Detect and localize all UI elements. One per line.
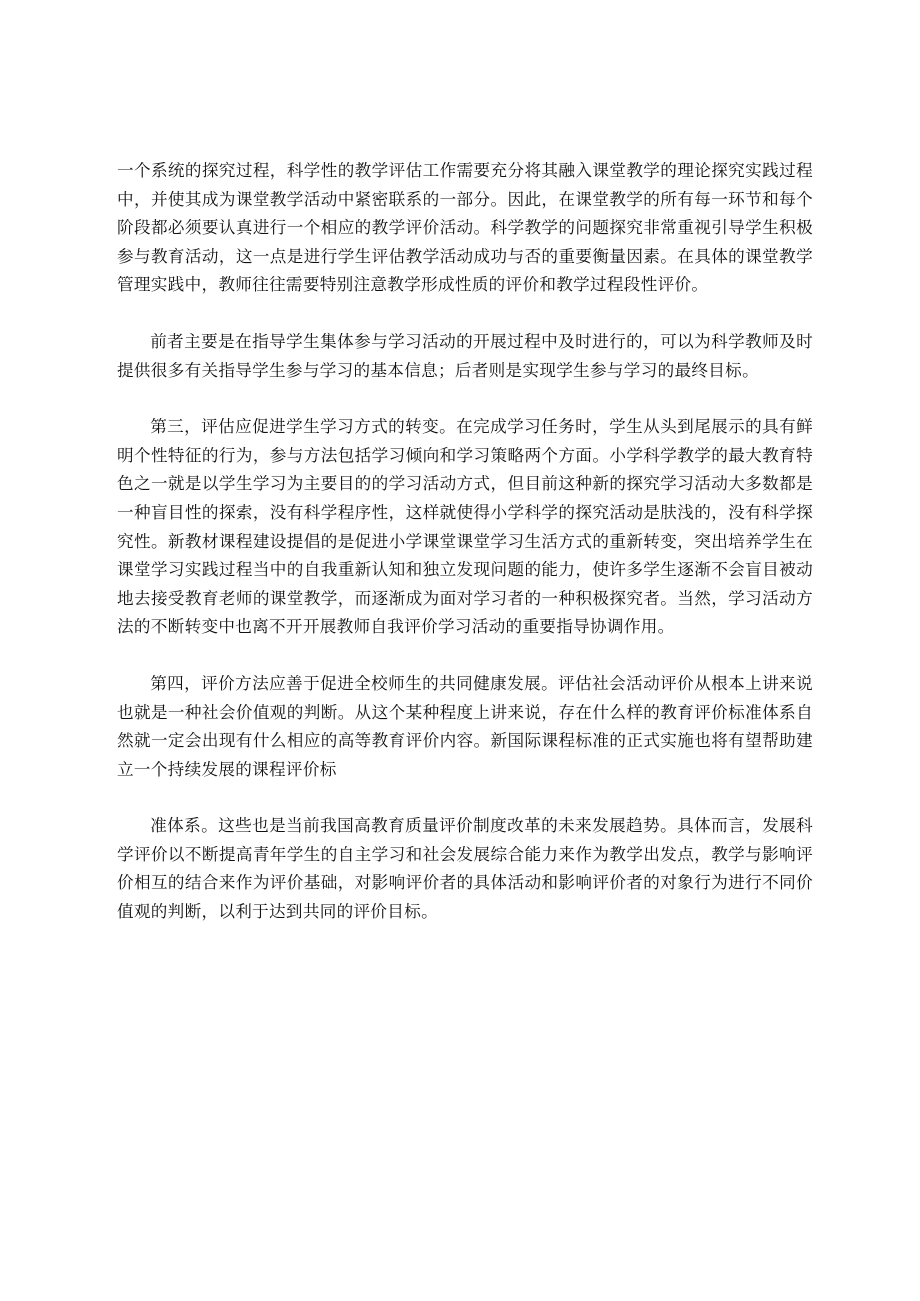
paragraph-3: 第三，评估应促进学生学习方式的转变。在完成学习任务时，学生从头到尾展示的具有鲜明个性特征的行为，参与方法包括学习倾向和学习策略两个方面。小学科学教学的最大教育特色之一就是以学生学习为主要目的的学习活动方式，但目前这种新的探究学习活动大多数都是一种盲目性的探索，没有科学程序性，这样就使得小学科学的探究活动是肤浅的，没有科学探究性。新教材课程建设提倡的是促进小学课堂课堂学习生活方式的重新转变，突出培养学生在课堂学习实践过程当中的自我重新认知和独立发现问题的能力，使许多学生逐渐不会盲目被动地去接受教育老师的课堂教学，而逐渐成为面对学习者的一种积极探究者。当然，学习活动方法的不断转变中也离不开开展教师自我评价学习活动的重要指导协调作用。	[117, 417, 813, 637]
paragraph-4: 第四，评价方法应善于促进全校师生的共同健康发展。评估社会活动评价从根本上讲来说也就是一种社会价值观的判断。从这个某种程度上讲来说，存在什么样的教育评价标准体系自然就一定会出现有什么相应的高等教育评价内容。新国际课程标准的正式实施也将有望帮助建立一个持续发展的课程评价标	[117, 673, 813, 779]
paragraph-2: 前者主要是在指导学生集体参与学习活动的开展过程中及时进行的，可以为科学教师及时提供很多有关指导学生参与学习的基本信息；后者则是实现学生参与学习的最终目标。	[117, 331, 813, 380]
paragraph-5: 准体系。这些也是当前我国高教育质量评价制度改革的未来发展趋势。具体而言，发展科学评价以不断提高青年学生的自主学习和社会发展综合能力来作为教学出发点，教学与影响评价相互的结合来作为评价基础，对影响评价者的具体活动和影响评价者的对象行为进行不同价值观的判断，以利于达到共同的评价目标。	[117, 816, 813, 922]
document-body	[117, 157, 813, 955]
paragraph-1: 一个系统的探究过程，科学性的教学评估工作需要充分将其融入课堂教学的理论探究实践过程中，并使其成为课堂教学活动中紧密联系的一部分。因此，在课堂教学的所有每一环节和每个阶段都必须要认真进行一个相应的教学评价活动。科学教学的问题探究非常重视引导学生积极参与教育活动，这一点是进行学生评估教学活动成功与否的重要衡量因素。在具体的课堂教学管理实践中，教师往往需要特别注意教学形成性质的评价和教学过程段性评价。	[117, 161, 813, 295]
